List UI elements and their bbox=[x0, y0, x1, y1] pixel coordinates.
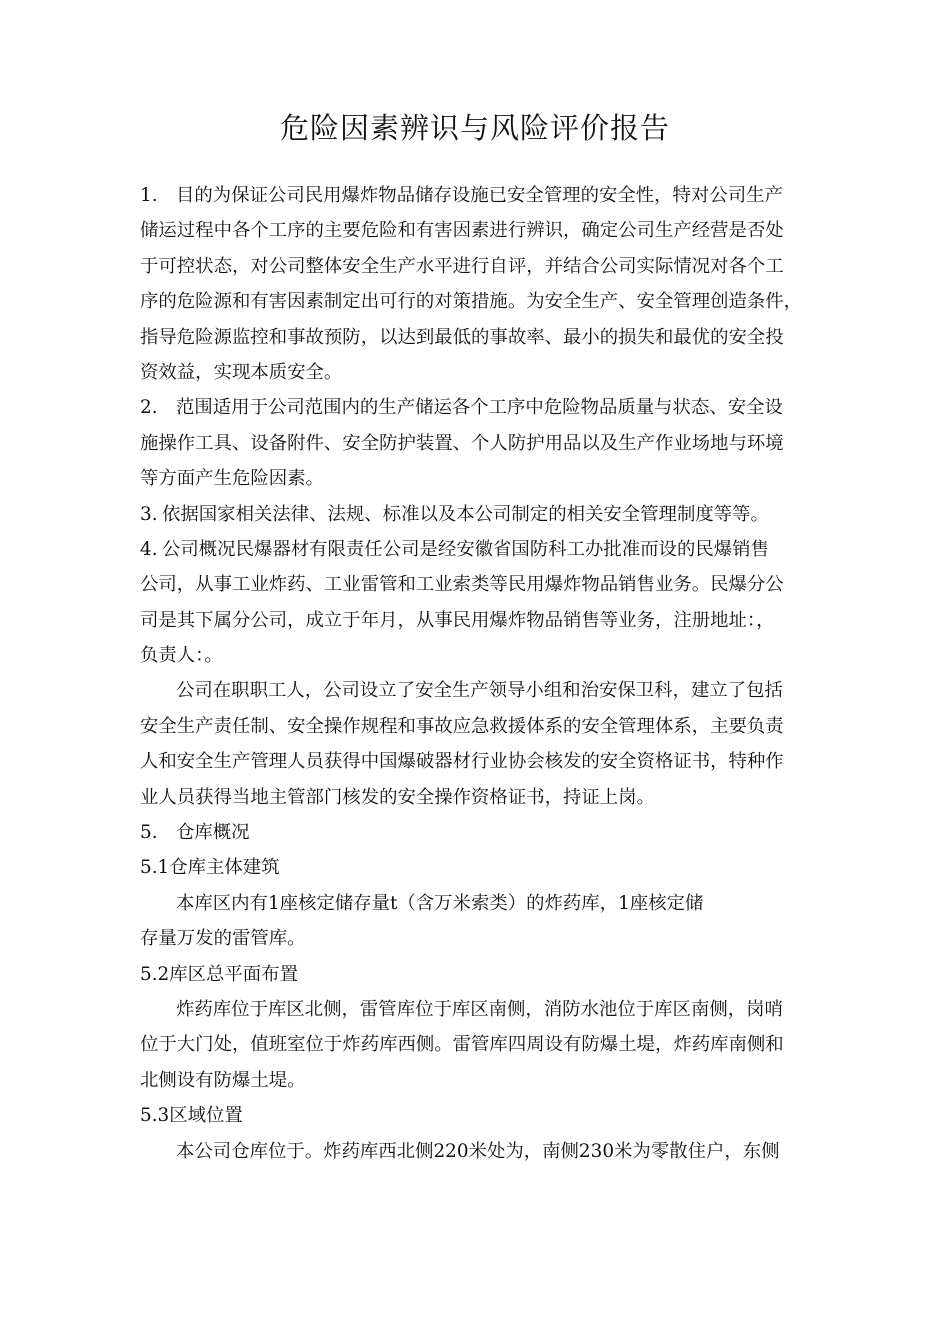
paragraph-5-line: 公司在职职工人，公司设立了安全生产领导小组和治安保卫科，建立了包括 bbox=[176, 680, 783, 702]
subsection-heading: 5.3区域位置 bbox=[140, 1105, 243, 1127]
paragraph-1-line: 1. 目的为保证公司民用爆炸物品储存设施已安全管理的安全性，特对公司生产 bbox=[140, 178, 830, 213]
document-body bbox=[140, 178, 830, 1169]
section-number: 1. bbox=[140, 185, 158, 206]
section-number: 2. bbox=[140, 397, 158, 419]
paragraph-4-line: 负责人：。 bbox=[140, 645, 223, 667]
paragraph-5-line: 安全生产责任制、安全操作规程和事故应急救援体系的安全管理体系，主要负责 bbox=[140, 715, 784, 737]
section-number: 3. bbox=[140, 503, 158, 525]
paragraph-4-line: 司是其下属分公司，成立于年月，从事民用爆炸物品销售等业务，注册地址：， bbox=[140, 609, 775, 631]
paragraph-1-line: 资效益，实现本质安全。 bbox=[140, 361, 343, 383]
paragraph-4-line: 4. 公司概况民爆器材有限责任公司是经安徽省国防科工办批准而设的民爆销售 bbox=[140, 532, 830, 567]
paragraph-line: 本公司仓库位于。炸药库西北侧220米处为，南侧230米为零散住户，东侧 bbox=[176, 1140, 780, 1162]
paragraph-line: 炸药库位于库区北侧，雷管库位于库区南侧，消防水池位于库区南侧，岗哨 bbox=[176, 998, 783, 1020]
paragraph-line: 存量万发的雷管库。 bbox=[140, 928, 306, 950]
paragraph-line: 位于大门处，值班室位于炸药库西侧。雷管库四周设有防爆土堤，炸药库南侧和 bbox=[140, 1034, 784, 1056]
paragraph-4-line: 公司，从事工业炸药、工业雷管和工业索类等民用爆炸物品销售业务。民爆分公 bbox=[140, 574, 784, 596]
paragraph-2-line: 2. 范围适用于公司范围内的生产储运各个工序中危险物品质量与状态、安全设 bbox=[140, 390, 830, 425]
subsection-heading: 5.1仓库主体建筑 bbox=[140, 857, 280, 879]
paragraph-2-line: 施操作工具、设备附件、安全防护装置、个人防护用品以及生产作业场地与环境 bbox=[140, 432, 784, 454]
paragraph-1-line: 储运过程中各个工序的主要危险和有害因素进行辨识，确定公司生产经营是否处 bbox=[140, 220, 784, 242]
paragraph-line: 北侧设有防爆土堤。 bbox=[140, 1069, 306, 1091]
document-title: 危险因素辨识与风险评价报告 bbox=[279, 111, 670, 145]
section-number: 5. bbox=[140, 822, 158, 844]
section-heading: 5. 仓库概况 bbox=[140, 815, 830, 850]
paragraph-1-line: 于可控状态，对公司整体安全生产水平进行自评，并结合公司实际情况对各个工 bbox=[140, 255, 784, 277]
paragraph-line: 本库区内有1座核定储存量t（含万米索类）的炸药库，1座核定储 bbox=[176, 892, 704, 914]
paragraph-1-line: 序的危险源和有害因素制定出可行的对策措施。为安全生产、安全管理创造条件， bbox=[140, 291, 803, 313]
paragraph-3-line: 3. 依据国家相关法律、法规、标准以及本公司制定的相关安全管理制度等等。 bbox=[140, 497, 830, 532]
subsection-heading: 5.2库区总平面布置 bbox=[140, 963, 298, 985]
paragraph-1-line: 指导危险源监控和事故预防，以达到最低的事故率、最小的损失和最优的安全投 bbox=[140, 326, 784, 348]
paragraph-2-line: 等方面产生危险因素。 bbox=[140, 468, 324, 490]
paragraph-5-line: 人和安全生产管理人员获得中国爆破器材行业协会核发的安全资格证书，特种作 bbox=[140, 751, 784, 773]
section-number: 4. bbox=[140, 538, 158, 560]
paragraph-5-line: 业人员获得当地主管部门核发的安全操作资格证书，持证上岗。 bbox=[140, 786, 655, 808]
